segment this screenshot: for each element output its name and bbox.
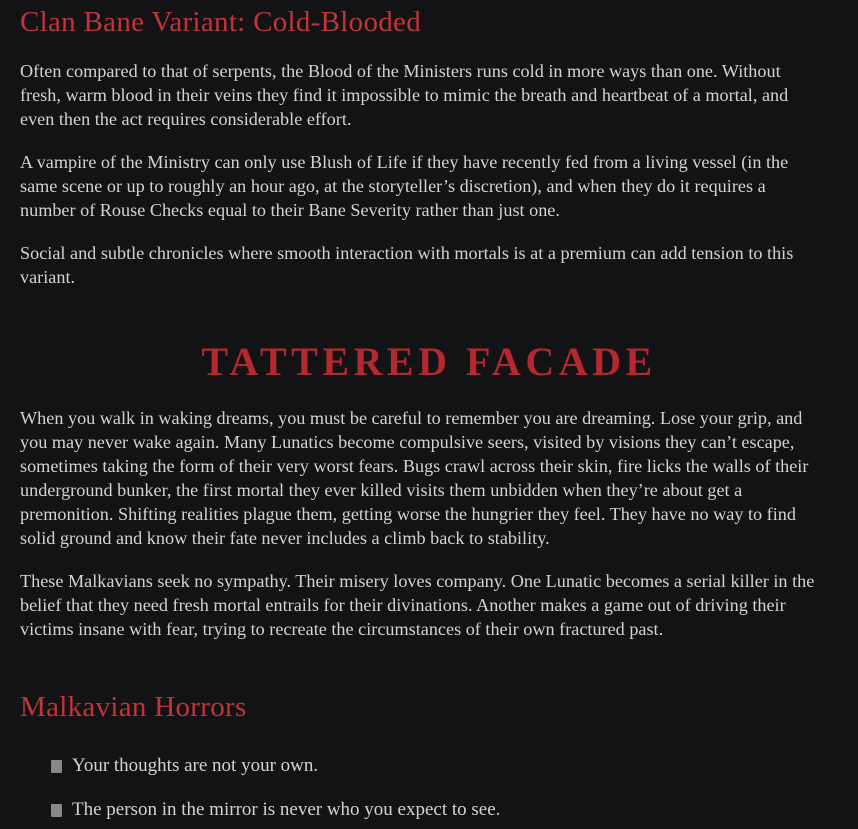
square-bullet-icon [51, 760, 62, 773]
list-item-text: Your thoughts are not your own. [72, 755, 319, 776]
bane-variant-heading: Clan Bane Variant: Cold-Blooded [20, 6, 422, 38]
list-item [20, 798, 820, 822]
tattered-facade-paragraph-1: When you walk in waking dreams, you must be careful to remember you are dreaming. Lose your grip, and you may never wake again. Many Lunatics become compulsive seers, visited by visions they can’t escape, sometimes taking the form of their very worst fears. Bugs crawl across their skin, fire licks the walls of their underground bunker, the first mortal they ever killed visits them unbidden when they’re about get a premonition. Shifting realities plague them, getting worse the hungrier they feel. They have no way to find solid ground and know their fate never includes a climb back to stability. [20, 408, 809, 548]
malkavian-horrors-heading: Malkavian Horrors [20, 691, 247, 723]
bane-variant-paragraph-2: A vampire of the Ministry can only use Blush of Life if they have recently fed from a living vessel (in the same scene or up to roughly an hour ago, at the storyteller’s discretion), and when they do it requires a number of Rouse Checks equal to their Bane Severity rather than just one. [20, 152, 789, 220]
list-item [20, 754, 820, 778]
bane-variant-paragraph-1: Often compared to that of serpents, the Blood of the Ministers runs cold in more ways than one. Without fresh, warm blood in their veins they find it impossible to mimic the breath and heartbeat of a mortal, and even then the act requires considerable effort. [20, 61, 789, 129]
bane-variant-paragraph-3: Social and subtle chronicles where smooth interaction with mortals is at a premium can add tension to this variant. [20, 243, 794, 287]
square-bullet-icon [51, 804, 62, 817]
tattered-facade-title: TATTERED FACADE [201, 339, 657, 384]
malkavian-horrors-list [20, 754, 820, 822]
tattered-facade-paragraph-2: These Malkavians seek no sympathy. Their misery loves company. One Lunatic becomes a serial killer in the belief that they need fresh mortal entrails for their divinations. Another makes a game out of driving their victims insane with fear, trying to recreate the circumstances of their own fractured past. [20, 571, 815, 639]
list-item-text: The person in the mirror is never who you expect to see. [72, 799, 501, 820]
